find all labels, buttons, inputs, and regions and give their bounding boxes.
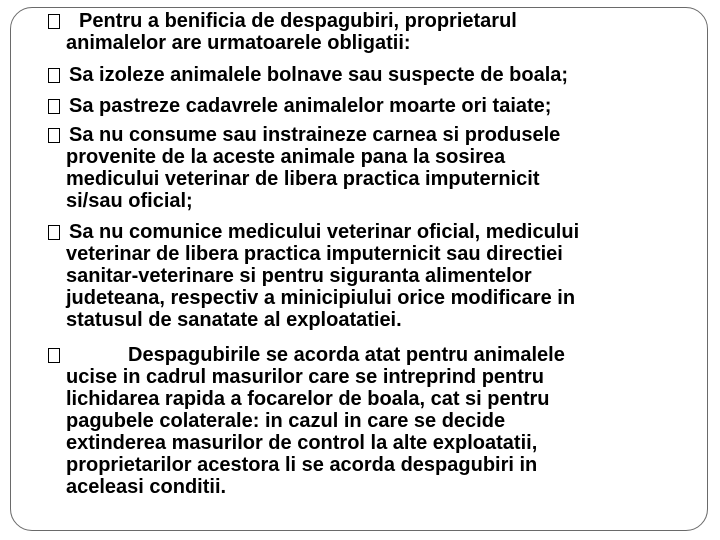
- list-item-line: judeteana, respectiv a minicipiului orice modificare in: [66, 287, 576, 309]
- list-item-line: si/sau oficial;: [66, 190, 193, 212]
- list-item-line: Pentru a benificia de despagubiri, proprietarul: [79, 10, 517, 32]
- list-item-line: medicului veterinar de libera practica imputernicit: [66, 168, 540, 190]
- list-item-line: Sa nu comunice medicului veterinar oficial, medicului: [69, 221, 580, 243]
- list-item-line: aceleasi conditii.: [66, 476, 227, 498]
- square-bullet-icon: [48, 68, 60, 83]
- list-item-line: ucise in cadrul masurilor care se intreprind pentru: [66, 366, 544, 388]
- list-item-line: Despagubirile se acorda atat pentru animalele: [128, 344, 565, 366]
- list-item-line: extinderea masurilor de control la alte exploatatii,: [66, 432, 538, 454]
- square-bullet-icon: [48, 225, 60, 240]
- list-item-line: provenite de la aceste animale pana la sosirea: [66, 146, 506, 168]
- square-bullet-icon: [48, 99, 60, 114]
- list-item-line: sanitar-veterinare si pentru siguranta alimentelor: [66, 265, 532, 287]
- list-item-line: pagubele colaterale: in cazul in care se decide: [66, 410, 506, 432]
- list-item-line: Sa pastreze cadavrele animalelor moarte ori taiate;: [69, 95, 552, 117]
- list-item-line: veterinar de libera practica imputernicit sau directiei: [66, 243, 563, 265]
- list-item-line: proprietarilor acestora li se acorda despagubiri in: [66, 454, 538, 476]
- list-item-line: lichidarea rapida a focarelor de boala, cat si pentru: [66, 388, 550, 410]
- list-item-line: Sa izoleze animalele bolnave sau suspecte de boala;: [69, 64, 569, 86]
- square-bullet-icon: [48, 14, 60, 29]
- list-item-line: animalelor are urmatoarele obligatii:: [66, 32, 411, 54]
- list-item-line: statusul de sanatate al exploatatiei.: [66, 309, 402, 331]
- square-bullet-icon: [48, 128, 60, 143]
- list-item-line: Sa nu consume sau instraineze carnea si produsele: [69, 124, 561, 146]
- square-bullet-icon: [48, 348, 60, 363]
